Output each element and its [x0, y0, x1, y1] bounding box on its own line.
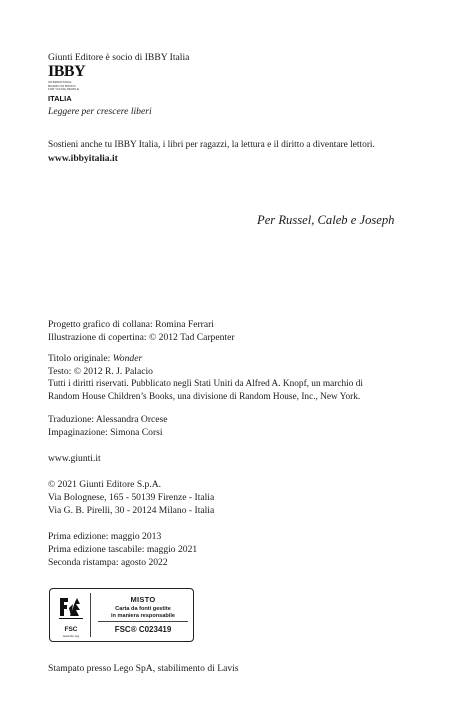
- original-title: [48, 352, 142, 365]
- translator-credit: Traduzione: Alessandra Orcese: [48, 414, 168, 425]
- original-title-label: Titolo originale:: [48, 353, 113, 364]
- fsc-description: [94, 606, 192, 620]
- rights-line-1: Tutti i diritti riservati. Pubblicato negli Stati Uniti da Alfred A. Knopf, un marchio di: [48, 379, 363, 389]
- fsc-description-line-2: in maniera responsabile: [110, 613, 176, 619]
- ibby-logo: [48, 64, 90, 98]
- ibby-motto: Leggere per crescere liberi: [48, 106, 152, 117]
- fsc-divider: [90, 593, 91, 637]
- fsc-misto-label: MISTO: [130, 595, 156, 604]
- fsc-license-code: FSC® C023419: [114, 625, 172, 634]
- fsc-url: www.fsc.org: [62, 634, 80, 638]
- giunti-website-link[interactable]: www.giunti.it: [48, 453, 101, 464]
- support-text: Sostieni anche tu IBBY Italia, i libri per ragazzi, la lettura e il diritto a diventare lettori.: [48, 140, 375, 150]
- publisher-address-1: Via Bolognese, 165 - 50139 Firenze - Italia: [48, 492, 215, 503]
- first-edition: Prima edizione: maggio 2013: [48, 531, 162, 542]
- ibby-logo-mark: IBBY: [48, 63, 86, 80]
- second-reprint: Seconda ristampa: agosto 2022: [48, 557, 168, 568]
- dedication: Per Russel, Caleb e Joseph: [257, 213, 395, 227]
- ibby-website-link[interactable]: www.ibbyitalia.it: [48, 153, 118, 164]
- rights-line-2: Random House Children’s Books, una divisione di Random House, Inc., New York.: [48, 392, 361, 402]
- ibby-logo-small-3: FOR YOUNG PEOPLE: [48, 87, 79, 91]
- publisher-copyright: © 2021 Giunti Editore S.p.A.: [48, 479, 162, 490]
- series-design-credit: Progetto grafico di collana: Romina Ferrari: [48, 319, 214, 330]
- ibby-membership-note: Giunti Editore è socio di IBBY Italia: [48, 52, 190, 63]
- publisher-address-2: Via G. B. Pirelli, 30 - 20124 Milano - Italia: [48, 505, 215, 516]
- fsc-brand: FSC: [64, 626, 78, 633]
- first-pocket-edition: Prima edizione tascabile: maggio 2021: [48, 544, 198, 555]
- printer-note: Stampato presso Lego SpA, stabilimento di Lavis: [48, 663, 239, 674]
- ibby-logo-small-2: BOARD ON BOOKS: [48, 83, 76, 88]
- fsc-description-line-1: Carta da fonti gestite: [115, 606, 171, 612]
- original-title-value: Wonder: [112, 353, 143, 364]
- cover-illustration-credit: Illustrazione di copertina: © 2012 Tad Carpenter: [48, 332, 235, 343]
- text-copyright: Testo: © 2012 R. J. Palacio: [48, 366, 153, 377]
- ibby-logo-small-1: INTERNATIONAL: [48, 80, 72, 84]
- layout-credit: Impaginazione: Simona Corsi: [48, 427, 163, 438]
- ibby-italia-label: ITALIA: [48, 94, 72, 103]
- fsc-description-rule: [98, 621, 188, 622]
- fsc-label: [49, 588, 194, 642]
